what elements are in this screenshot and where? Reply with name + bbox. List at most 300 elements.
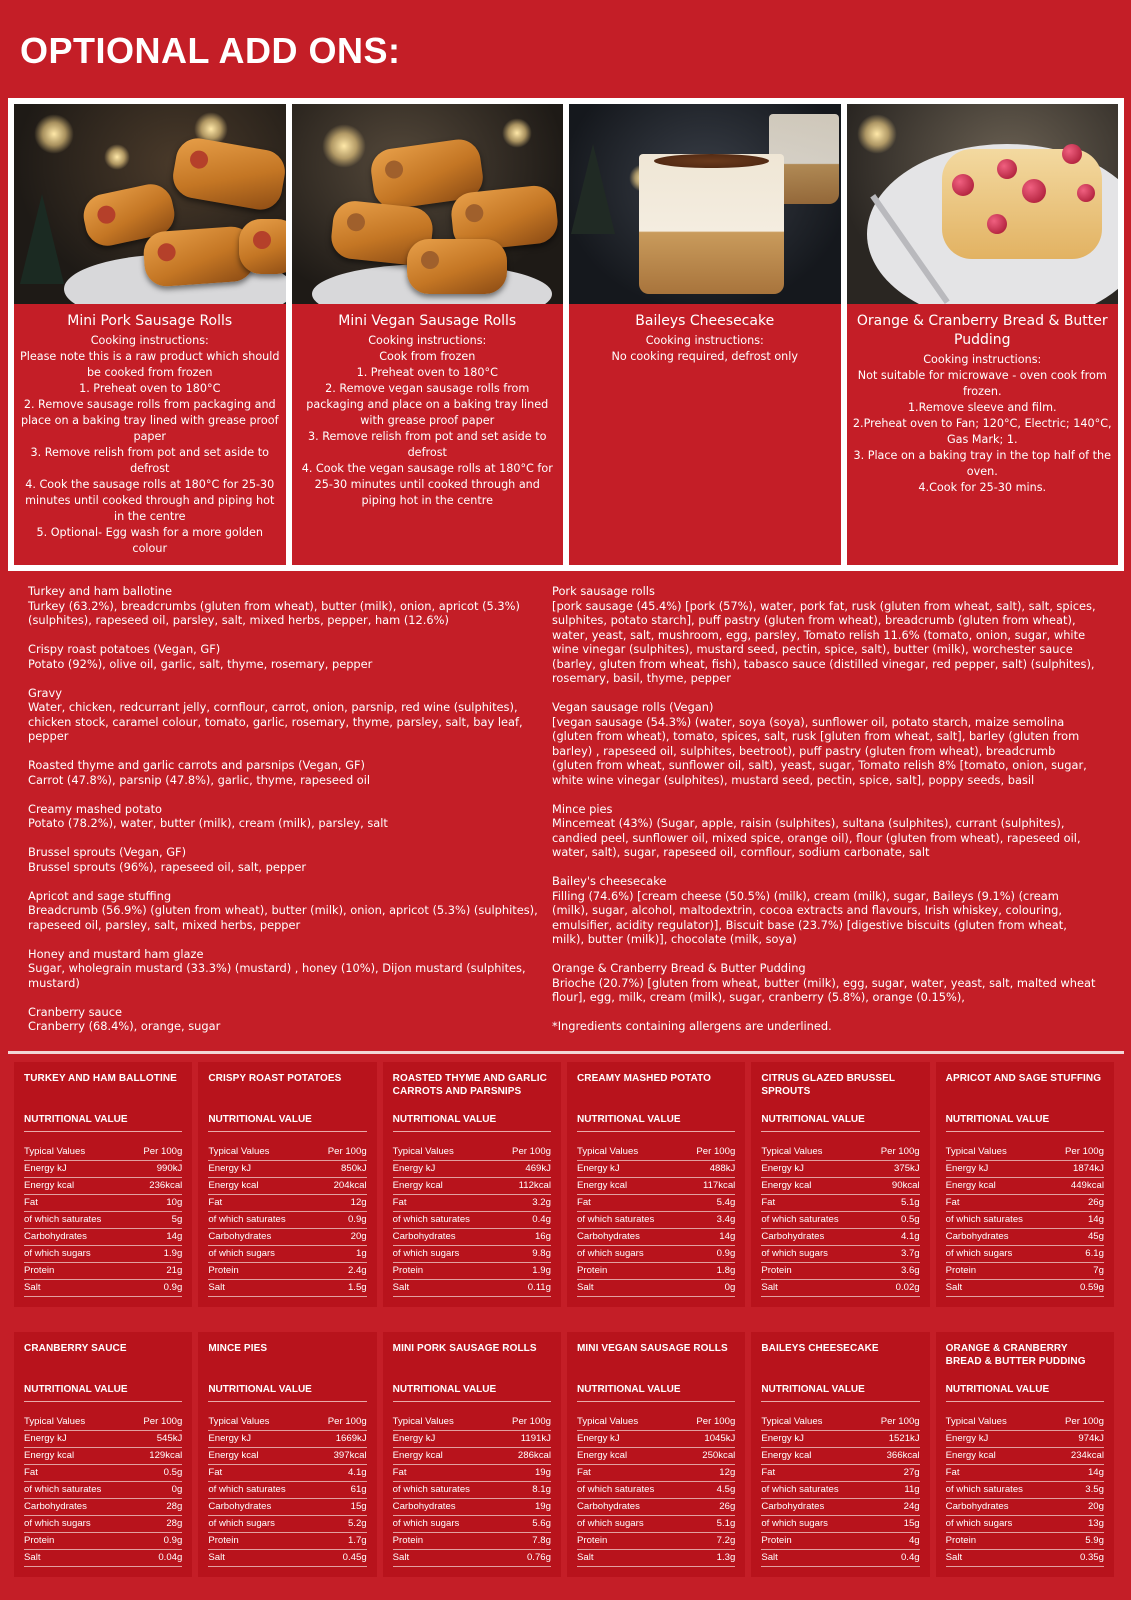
typical-values-label: Typical Values xyxy=(761,1144,866,1161)
nutrition-row xyxy=(24,1448,182,1465)
nutrient-label: Salt xyxy=(577,1550,682,1567)
nutrition-row xyxy=(393,1533,551,1550)
nutrient-label: Energy kcal xyxy=(577,1178,682,1195)
nutrient-value: 3.4g xyxy=(682,1212,735,1229)
nutrient-value: 26g xyxy=(1051,1195,1104,1212)
card-subtitle: Cooking instructions: xyxy=(368,334,487,347)
nutrient-label: Protein xyxy=(577,1263,682,1280)
typical-values-label: Typical Values xyxy=(393,1414,498,1431)
typical-values-label: Typical Values xyxy=(946,1414,1051,1431)
nutrition-row xyxy=(946,1431,1104,1448)
nutrient-label: Energy kJ xyxy=(208,1431,313,1448)
nutrition-row xyxy=(946,1499,1104,1516)
product-card-pork-sausage-rolls xyxy=(14,104,286,565)
ingredient-title: Apricot and sage stuffing xyxy=(28,888,172,903)
nutrient-value: 26g xyxy=(682,1499,735,1516)
nutrient-label: Fat xyxy=(761,1465,866,1482)
nutrient-value: 28g xyxy=(129,1499,182,1516)
nutrition-product-name: ORANGE & CRANBERRY BREAD & BUTTER PUDDING xyxy=(945,1343,1086,1367)
pudding-slice xyxy=(942,149,1102,259)
nutrition-row xyxy=(946,1161,1104,1178)
card-text xyxy=(847,304,1119,565)
card-line: 2.Preheat oven to Fan; 120°C, Electric; 140°C, Gas Mark; 1. xyxy=(852,417,1112,446)
nutrient-label: of which sugars xyxy=(393,1246,498,1263)
card-line: 1.Remove sleeve and film. xyxy=(907,401,1057,414)
nutrient-value: 28g xyxy=(129,1516,182,1533)
nutrition-row xyxy=(393,1482,551,1499)
nutrient-value: 16g xyxy=(498,1229,551,1246)
per-100g-label: Per 100g xyxy=(1051,1414,1104,1431)
nutrition-row xyxy=(24,1212,182,1229)
nutrition-row xyxy=(946,1465,1104,1482)
nutrition-product-name: MINI PORK SAUSAGE ROLLS xyxy=(392,1343,537,1354)
typical-values-label: Typical Values xyxy=(208,1144,313,1161)
nutrition-row xyxy=(577,1448,735,1465)
nutrient-value: 112kcal xyxy=(498,1178,551,1195)
ingredient-text: [pork sausage (45.4%) [pork (57%), water, pork fat, rusk (gluten from wheat, salt), salt, spices, sulphites, potato starch], puff pastry (gluten from wheat), breadcrumb (gluten from wheat), water, yeast, salt, mushroom, egg, parsley, Tomato relish 11.6% (tomato, onion, sugar, white wine vinegar (sulphites), mustard seed, pectin, spice, salt), butter (milk), worchester sauce (barley, gluten from wheat, fish), tabasco sauce (distilled vinegar, red pepper, salt) (sulphites), rosemary, basil, thyme, pepper xyxy=(552,598,1096,685)
nutrient-value: 5.1g xyxy=(867,1195,920,1212)
nutrient-value: 1.7g xyxy=(314,1533,367,1550)
nutrient-value: 974kJ xyxy=(1051,1431,1104,1448)
nutrition-row xyxy=(208,1246,366,1263)
ingredient-block xyxy=(28,802,548,831)
nutrient-value: 5.4g xyxy=(682,1195,735,1212)
nutrient-label: Salt xyxy=(393,1550,498,1567)
nutrition-row xyxy=(24,1229,182,1246)
typical-values-label: Typical Values xyxy=(761,1414,866,1431)
card-subtitle: Cooking instructions: xyxy=(645,334,764,347)
nutrient-value: 3.5g xyxy=(1051,1482,1104,1499)
nutrition-table xyxy=(761,1144,919,1297)
nutrition-table xyxy=(24,1414,182,1567)
nutrient-label: Carbohydrates xyxy=(946,1229,1051,1246)
nutrient-label: Energy kcal xyxy=(208,1178,313,1195)
nutrition-panel xyxy=(14,1332,192,1577)
nutrition-row-1 xyxy=(14,1062,1114,1307)
nutrient-value: 14g xyxy=(682,1229,735,1246)
card-title: Mini Vegan Sausage Rolls xyxy=(338,313,517,329)
nutrition-row xyxy=(577,1550,735,1567)
nutrient-label: of which sugars xyxy=(24,1246,129,1263)
nutrition-header-row xyxy=(761,1414,919,1431)
nutrition-row-2 xyxy=(14,1332,1114,1577)
ingredient-block xyxy=(28,642,548,671)
card-line: No cooking required, defrost only xyxy=(611,350,798,363)
ingredient-text: Turkey (63.2%), breadcrumbs (gluten from wheat), butter (milk), onion, apricot (5.3%) (sulphites), rapeseed oil, parsley, salt, mixed herbs, pepper, ham (12.6%) xyxy=(28,598,520,627)
ingredient-block xyxy=(28,889,548,933)
nutrient-label: Salt xyxy=(761,1280,866,1297)
nutrition-heading: NUTRITIONAL VALUE xyxy=(946,1384,1104,1402)
nutrition-header-row xyxy=(208,1414,366,1431)
nutrient-value: 0.4g xyxy=(498,1212,551,1229)
nutrient-value: 0.35g xyxy=(1051,1550,1104,1567)
nutrient-value: 0.9g xyxy=(129,1280,182,1297)
nutrition-row xyxy=(577,1516,735,1533)
nutrition-row xyxy=(761,1550,919,1567)
nutrient-value: 0.5g xyxy=(129,1465,182,1482)
nutrition-row xyxy=(24,1431,182,1448)
nutrition-row xyxy=(946,1246,1104,1263)
per-100g-label: Per 100g xyxy=(682,1414,735,1431)
nutrient-value: 5.9g xyxy=(1051,1533,1104,1550)
nutrition-row xyxy=(393,1195,551,1212)
nutrition-heading: NUTRITIONAL VALUE xyxy=(208,1114,366,1132)
nutrient-value: 1669kJ xyxy=(314,1431,367,1448)
nutrition-row xyxy=(208,1280,366,1297)
nutrient-value: 7g xyxy=(1051,1263,1104,1280)
nutrition-row xyxy=(24,1482,182,1499)
nutrition-row xyxy=(761,1499,919,1516)
nutrition-heading: NUTRITIONAL VALUE xyxy=(946,1114,1104,1132)
nutrient-label: Carbohydrates xyxy=(577,1499,682,1516)
nutrition-product-name: CREAMY MASHED POTATO xyxy=(576,1073,712,1084)
card-line: 3. Place on a baking tray in the top half of the oven. xyxy=(853,449,1112,478)
nutrition-heading: NUTRITIONAL VALUE xyxy=(393,1114,551,1132)
nutrient-label: Energy kJ xyxy=(577,1431,682,1448)
product-card-bread-butter-pudding xyxy=(847,104,1119,565)
nutrition-row xyxy=(24,1533,182,1550)
ingredient-block xyxy=(28,1005,548,1034)
per-100g-label: Per 100g xyxy=(498,1414,551,1431)
nutrition-row xyxy=(24,1280,182,1297)
nutrition-row xyxy=(946,1448,1104,1465)
nutrition-heading: NUTRITIONAL VALUE xyxy=(24,1114,182,1132)
nutrient-value: 1191kJ xyxy=(498,1431,551,1448)
nutrient-value: 1874kJ xyxy=(1051,1161,1104,1178)
nutrient-value: 1045kJ xyxy=(682,1431,735,1448)
per-100g-label: Per 100g xyxy=(314,1414,367,1431)
card-line: 1. Preheat oven to 180°C xyxy=(356,366,498,379)
typical-values-label: Typical Values xyxy=(577,1414,682,1431)
nutrient-label: Fat xyxy=(946,1195,1051,1212)
nutrition-row xyxy=(761,1448,919,1465)
nutrient-value: 449kcal xyxy=(1051,1178,1104,1195)
nutrition-row xyxy=(946,1263,1104,1280)
ingredients-left-column xyxy=(28,584,548,1048)
nutrient-label: of which saturates xyxy=(761,1482,866,1499)
nutrient-label: Salt xyxy=(393,1280,498,1297)
nutrient-value: 14g xyxy=(129,1229,182,1246)
nutrition-product-name: CRANBERRY SAUCE xyxy=(24,1343,127,1354)
typical-values-label: Typical Values xyxy=(24,1414,129,1431)
per-100g-label: Per 100g xyxy=(314,1144,367,1161)
nutrient-label: of which saturates xyxy=(24,1212,129,1229)
nutrition-row xyxy=(946,1482,1104,1499)
nutrient-value: 234kcal xyxy=(1051,1448,1104,1465)
ingredient-title: Brussel sprouts (Vegan, GF) xyxy=(28,845,187,859)
nutrient-label: Fat xyxy=(946,1465,1051,1482)
nutrition-panel xyxy=(383,1332,561,1577)
nutrient-value: 0.76g xyxy=(498,1550,551,1567)
nutrition-row xyxy=(208,1533,366,1550)
nutrition-row xyxy=(393,1280,551,1297)
nutrient-label: Carbohydrates xyxy=(577,1229,682,1246)
ingredient-title: Vegan sausage rolls (Vegan) xyxy=(552,700,714,714)
nutrient-label: Carbohydrates xyxy=(946,1499,1051,1516)
chocolate-topping xyxy=(654,154,769,168)
ingredient-block xyxy=(552,584,1097,686)
nutrition-header-row xyxy=(208,1144,366,1161)
nutrient-label: of which sugars xyxy=(946,1516,1051,1533)
nutrient-label: Carbohydrates xyxy=(208,1229,313,1246)
nutrient-label: Energy kcal xyxy=(208,1448,313,1465)
nutrient-label: Protein xyxy=(577,1533,682,1550)
ingredient-block xyxy=(28,686,548,744)
nutrition-header-row xyxy=(393,1414,551,1431)
nutrient-label: Carbohydrates xyxy=(393,1499,498,1516)
nutrient-label: Fat xyxy=(761,1195,866,1212)
nutrient-value: 204kcal xyxy=(314,1178,367,1195)
nutrient-label: Fat xyxy=(393,1195,498,1212)
nutrient-value: 1.9g xyxy=(129,1246,182,1263)
card-line: 3. Remove relish from pot and set aside to defrost xyxy=(30,446,269,475)
ingredient-text: Filling (74.6%) [cream cheese (50.5%) (milk), cream (milk), sugar, Baileys (9.1%) (cream (milk), sugar, alcohol, maltodextrin, cocoa extracts and flavours, Irish whiskey, colouring, emulsifier, acidity regulator)], Biscuit base (23.7%) [digestive biscuits (gluten from wheat, milk), butter (milk)], chocolate (milk, soya) xyxy=(552,888,1067,946)
nutrition-heading: NUTRITIONAL VALUE xyxy=(208,1384,366,1402)
per-100g-label: Per 100g xyxy=(867,1414,920,1431)
nutrition-row xyxy=(577,1246,735,1263)
nutrient-label: Fat xyxy=(577,1195,682,1212)
nutrition-table xyxy=(577,1144,735,1297)
ingredient-text: Sugar, wholegrain mustard (33.3%) (mustard) , honey (10%), Dijon mustard (sulphites, mustard) xyxy=(28,961,526,990)
nutrient-value: 4.1g xyxy=(867,1229,920,1246)
nutrition-row xyxy=(577,1482,735,1499)
nutrient-value: 117kcal xyxy=(682,1178,735,1195)
nutrient-value: 2.4g xyxy=(314,1263,367,1280)
nutrient-label: Carbohydrates xyxy=(208,1499,313,1516)
nutrient-value: 15g xyxy=(314,1499,367,1516)
nutrition-panel xyxy=(936,1062,1114,1307)
ingredient-text: [vegan sausage (54.3%) (water, soya (soya), sunflower oil, potato starch, maize semolina (gluten from wheat), tomato, spices, salt, rusk [gluten from wheat, salt], barley (gluten from barley) , rapeseed oil, sulphites, beetroot), puff pastry (gluten from wheat), breadcrumb (gluten from wheat, sunflower oil, salt), yeast, sugar, Tomato relish 8% [tomato, onion, sugar, white wine vinegar (sulphites), mustard seed, pectin, spice, salt], poppy seeds, basil xyxy=(552,714,1087,787)
card-line: 2. Remove sausage rolls from packaging and place on a baking tray lined with grease proof paper xyxy=(20,398,279,443)
nutrient-value: 5.6g xyxy=(498,1516,551,1533)
nutrient-value: 1.3g xyxy=(682,1550,735,1567)
per-100g-label: Per 100g xyxy=(129,1144,182,1161)
nutrition-table xyxy=(208,1144,366,1297)
nutrient-value: 1.8g xyxy=(682,1263,735,1280)
nutrient-label: Fat xyxy=(24,1465,129,1482)
nutrient-value: 850kJ xyxy=(314,1161,367,1178)
nutrition-row xyxy=(761,1212,919,1229)
nutrition-row xyxy=(761,1280,919,1297)
nutrient-label: Energy kcal xyxy=(393,1178,498,1195)
ingredient-title: Bailey's cheesecake xyxy=(552,874,667,888)
nutrient-label: Salt xyxy=(577,1280,682,1297)
ingredient-text: Cranberry (68.4%), orange, sugar xyxy=(28,1019,221,1033)
nutrition-row xyxy=(577,1212,735,1229)
nutrition-row xyxy=(761,1229,919,1246)
nutrient-value: 1.5g xyxy=(314,1280,367,1297)
nutrient-value: 0.59g xyxy=(1051,1280,1104,1297)
nutrient-value: 5g xyxy=(129,1212,182,1229)
nutrient-label: Salt xyxy=(208,1280,313,1297)
nutrition-row xyxy=(577,1431,735,1448)
nutrition-row xyxy=(393,1161,551,1178)
nutrient-label: Protein xyxy=(208,1533,313,1550)
nutrient-value: 3.2g xyxy=(498,1195,551,1212)
nutrition-panel xyxy=(751,1332,929,1577)
nutrient-value: 5.2g xyxy=(314,1516,367,1533)
nutrient-label: of which sugars xyxy=(208,1516,313,1533)
product-card-vegan-sausage-rolls xyxy=(292,104,564,565)
nutrient-label: Protein xyxy=(393,1533,498,1550)
ingredient-text: Carrot (47.8%), parsnip (47.8%), garlic, thyme, rapeseed oil xyxy=(28,772,371,787)
ingredient-block xyxy=(28,947,548,991)
nutrient-label: of which saturates xyxy=(946,1212,1051,1229)
card-line: Cook from frozen xyxy=(379,350,476,363)
nutrient-value: 10g xyxy=(129,1195,182,1212)
nutrition-product-name: CITRUS GLAZED BRUSSEL SPROUTS xyxy=(761,1073,895,1097)
nutrition-row xyxy=(393,1212,551,1229)
nutrient-label: of which sugars xyxy=(208,1246,313,1263)
card-subtitle: Cooking instructions: xyxy=(90,334,209,347)
nutrition-row xyxy=(946,1212,1104,1229)
nutrition-row xyxy=(24,1178,182,1195)
nutrient-label: Fat xyxy=(208,1465,313,1482)
nutrient-value: 8.1g xyxy=(498,1482,551,1499)
nutrition-table xyxy=(761,1414,919,1567)
nutrition-row xyxy=(24,1195,182,1212)
ingredient-title: Mince pies xyxy=(552,801,613,816)
nutrient-value: 24g xyxy=(867,1499,920,1516)
nutrition-header-row xyxy=(24,1414,182,1431)
ingredient-block xyxy=(552,802,1097,860)
nutrition-header-row xyxy=(577,1414,735,1431)
ingredient-block xyxy=(552,961,1097,1005)
nutrition-row xyxy=(761,1431,919,1448)
card-title: Baileys Cheesecake xyxy=(635,313,775,329)
nutrient-label: of which saturates xyxy=(946,1482,1051,1499)
nutrient-value: 14g xyxy=(1051,1212,1104,1229)
nutrient-label: Energy kcal xyxy=(577,1448,682,1465)
nutrition-product-name: MINI VEGAN SAUSAGE ROLLS xyxy=(576,1343,728,1354)
typical-values-label: Typical Values xyxy=(208,1414,313,1431)
nutrient-label: Energy kJ xyxy=(393,1431,498,1448)
nutrient-label: of which saturates xyxy=(24,1482,129,1499)
nutrition-heading: NUTRITIONAL VALUE xyxy=(393,1384,551,1402)
nutrient-value: 14g xyxy=(1051,1465,1104,1482)
ingredient-title: Pork sausage rolls xyxy=(552,584,655,598)
nutrition-row xyxy=(208,1263,366,1280)
nutrient-label: Carbohydrates xyxy=(24,1499,129,1516)
nutrient-value: 0.11g xyxy=(498,1280,551,1297)
nutrient-label: Energy kJ xyxy=(946,1161,1051,1178)
nutrient-label: Salt xyxy=(946,1280,1051,1297)
nutrient-label: Fat xyxy=(393,1465,498,1482)
nutrient-value: 0.04g xyxy=(129,1550,182,1567)
allergen-note-text: *Ingredients containing allergens are underlined. xyxy=(552,1019,832,1033)
nutrition-row xyxy=(577,1465,735,1482)
nutrient-value: 9.8g xyxy=(498,1246,551,1263)
nutrition-row xyxy=(577,1533,735,1550)
nutrient-value: 5.1g xyxy=(682,1516,735,1533)
ingredient-block xyxy=(28,758,548,787)
nutrient-label: of which sugars xyxy=(24,1516,129,1533)
nutrition-row xyxy=(24,1465,182,1482)
nutrition-row xyxy=(208,1465,366,1482)
card-line: 1. Preheat oven to 180°C xyxy=(79,382,221,395)
nutrient-label: Energy kJ xyxy=(393,1161,498,1178)
nutrient-value: 21g xyxy=(129,1263,182,1280)
nutrition-row xyxy=(393,1178,551,1195)
nutrient-label: Carbohydrates xyxy=(761,1229,866,1246)
product-card-baileys-cheesecake xyxy=(569,104,841,565)
nutrition-row xyxy=(946,1178,1104,1195)
nutrition-header-row xyxy=(577,1144,735,1161)
nutrition-table xyxy=(393,1414,551,1567)
nutrition-row xyxy=(761,1482,919,1499)
nutrition-row xyxy=(393,1550,551,1567)
nutrient-value: 0.5g xyxy=(867,1212,920,1229)
nutrition-table xyxy=(393,1144,551,1297)
nutrition-heading: NUTRITIONAL VALUE xyxy=(577,1114,735,1132)
nutrition-row xyxy=(393,1229,551,1246)
nutrition-row xyxy=(24,1263,182,1280)
typical-values-label: Typical Values xyxy=(577,1144,682,1161)
per-100g-label: Per 100g xyxy=(867,1144,920,1161)
nutrient-label: Energy kJ xyxy=(946,1431,1051,1448)
nutrient-label: of which saturates xyxy=(393,1212,498,1229)
nutrition-panel xyxy=(14,1062,192,1307)
nutrient-label: Salt xyxy=(24,1280,129,1297)
nutrient-value: 7.8g xyxy=(498,1533,551,1550)
ingredient-text: Mincemeat (43%) (Sugar, apple, raisin (sulphites), sultana (sulphites), currant (sulphites), candied peel, sunflower oil, mixed spice, orange oil), flour (gluten from wheat), rapeseed oil, water, salt), sugar, rapeseed oil, cornflour, sodium carbonate, salt xyxy=(552,816,1081,859)
nutrient-value: 366kcal xyxy=(867,1448,920,1465)
nutrition-row xyxy=(24,1516,182,1533)
nutrient-value: 250kcal xyxy=(682,1448,735,1465)
card-line: 2. Remove vegan sausage rolls from packaging and place on a baking tray lined with grease proof paper xyxy=(306,382,549,427)
card-line: 5. Optional- Egg wash for a more golden colour xyxy=(36,526,263,555)
nutrition-row xyxy=(577,1280,735,1297)
nutrition-row xyxy=(761,1465,919,1482)
nutrient-value: 3.6g xyxy=(867,1263,920,1280)
nutrient-label: of which sugars xyxy=(761,1516,866,1533)
nutrition-row xyxy=(208,1431,366,1448)
nutrient-label: Protein xyxy=(946,1263,1051,1280)
nutrient-value: 20g xyxy=(1051,1499,1104,1516)
nutrition-heading: NUTRITIONAL VALUE xyxy=(761,1384,919,1402)
nutrient-label: Salt xyxy=(946,1550,1051,1567)
card-text xyxy=(292,304,564,565)
card-subtitle: Cooking instructions: xyxy=(923,353,1042,366)
card-line: 4. Cook the sausage rolls at 180°C for 25-30 minutes until cooked through and piping hot in the centre xyxy=(25,478,275,523)
nutrition-panel xyxy=(567,1332,745,1577)
nutrient-value: 0.02g xyxy=(867,1280,920,1297)
ingredient-text: Potato (92%), olive oil, garlic, salt, thyme, rosemary, pepper xyxy=(28,656,373,671)
nutrition-row xyxy=(761,1161,919,1178)
nutrition-row xyxy=(208,1195,366,1212)
pork-sausage-rolls-photo xyxy=(14,104,286,304)
nutrition-header-row xyxy=(393,1144,551,1161)
nutrient-value: 0.45g xyxy=(314,1550,367,1567)
nutrient-value: 0g xyxy=(682,1280,735,1297)
nutrient-label: Salt xyxy=(761,1550,866,1567)
ingredient-title: Turkey and ham ballotine xyxy=(28,584,173,598)
nutrition-product-name: MINCE PIES xyxy=(208,1343,268,1354)
card-title: Mini Pork Sausage Rolls xyxy=(67,313,233,329)
ingredient-block xyxy=(552,874,1097,947)
nutrient-value: 375kJ xyxy=(867,1161,920,1178)
nutrient-label: Energy kcal xyxy=(393,1448,498,1465)
per-100g-label: Per 100g xyxy=(682,1144,735,1161)
per-100g-label: Per 100g xyxy=(1051,1144,1104,1161)
nutrient-label: Salt xyxy=(208,1550,313,1567)
nutrient-value: 4.1g xyxy=(314,1465,367,1482)
nutrition-table xyxy=(946,1414,1104,1567)
typical-values-label: Typical Values xyxy=(24,1144,129,1161)
nutrient-value: 488kJ xyxy=(682,1161,735,1178)
nutrient-label: of which saturates xyxy=(208,1482,313,1499)
nutrition-row xyxy=(577,1178,735,1195)
